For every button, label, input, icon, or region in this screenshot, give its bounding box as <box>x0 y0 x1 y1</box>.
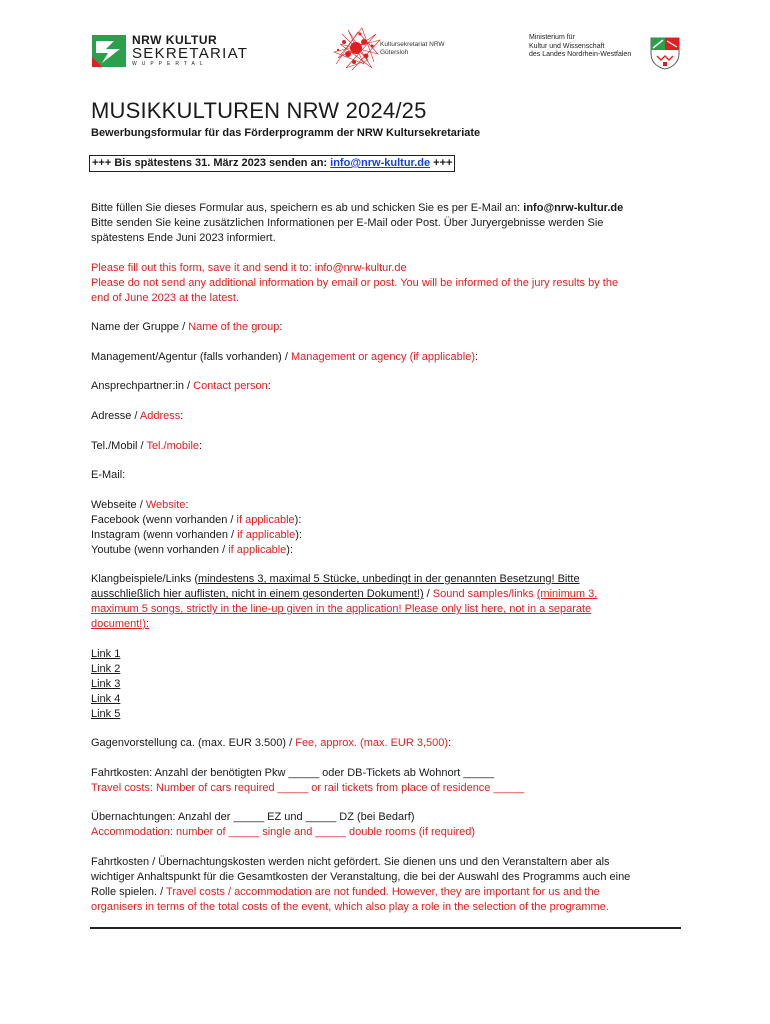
ministry-line-1: Ministerium für <box>529 34 575 41</box>
field-phone[interactable] <box>91 439 202 454</box>
field-label-en: Name of the group <box>188 321 280 333</box>
logo-line-2: SEKRETARIAT <box>132 45 249 62</box>
sound-label: Klangbeispiele/Links ( <box>91 573 199 585</box>
sound-requirement-en: (minimum 3, <box>536 588 598 600</box>
nrw-crest-icon <box>649 36 681 70</box>
red-splash-icon <box>328 24 386 74</box>
intro-de-email: info@nrw-kultur.de <box>523 202 624 214</box>
field-label-end: ): <box>295 529 302 541</box>
center-logo-text <box>380 41 445 57</box>
field-label-en: if applicable <box>228 544 287 556</box>
intro-en-line-3: end of June 2023 at the latest. <box>91 292 240 304</box>
field-label-end: : <box>180 410 184 422</box>
ministry-line-2: Kultur und Wissenschaft <box>529 42 605 50</box>
field-label-de: E-Mail: <box>91 469 126 481</box>
note-line-3-de: Rolle spielen. / <box>91 886 167 898</box>
travel-costs-de[interactable]: Fahrtkosten: Anzahl der benötigten Pkw _____ oder DB-Tickets ab Wohnort _____ <box>91 767 494 779</box>
field-facebook[interactable] <box>91 513 301 528</box>
travel-costs-en[interactable]: Travel costs: Number of cars required _____ or rail tickets from place of residence _____ <box>91 782 525 794</box>
note-line-4: organisers in terms of the total costs of the event, which also play a role in the selection of the programme. <box>91 901 609 913</box>
field-label-en: if applicable <box>237 529 296 541</box>
field-label-de: Management/Agentur (falls vorhanden) / <box>91 351 291 363</box>
sound-link-4[interactable]: Link 4 <box>91 693 121 705</box>
field-label-en: Fee, approx. (max. EUR 3,500) <box>295 737 449 749</box>
kultursekretariat-guetersloh-logo <box>328 24 453 74</box>
sound-link-3[interactable]: Link 3 <box>91 678 121 690</box>
deadline-suffix: +++ <box>430 157 453 169</box>
page-title <box>91 98 427 124</box>
field-label-end: : <box>448 737 452 749</box>
field-label-en: Contact person <box>193 380 268 392</box>
field-instagram[interactable] <box>91 528 302 543</box>
field-label-en: Tel./mobile <box>146 440 200 452</box>
field-management[interactable] <box>91 350 478 365</box>
note-line-3-en: Travel costs / accommodation are not funded. However, they are important for us and the <box>166 886 600 898</box>
field-label-de: Name der Gruppe / <box>91 321 189 333</box>
deadline-box <box>89 155 455 172</box>
center-logo-line-2: Gütersloh <box>380 49 409 56</box>
field-label-en: Address <box>139 410 181 422</box>
field-fee[interactable] <box>91 736 451 751</box>
deadline-prefix: +++ Bis spätestens 31. März 2023 senden an: <box>92 157 331 169</box>
field-label-de: Ansprechpartner:in / <box>91 380 194 392</box>
field-label-end: : <box>279 321 283 333</box>
title-text: MUSIKKULTUREN NRW 2024/25 <box>91 98 427 123</box>
intro-de-line-2: Bitte senden Sie keine zusätzlichen Informationen per E-Mail oder Post. Über Juryergebnisse werden Sie <box>91 217 604 229</box>
field-label-end: : <box>475 351 479 363</box>
intro-de-line-3: spätestens Ende Juni 2023 informiert. <box>91 232 276 244</box>
field-label-de: Gagenvorstellung ca. (max. EUR 3.500) / <box>91 737 296 749</box>
sound-link-1[interactable]: Link 1 <box>91 648 121 660</box>
intro-de-text: Bitte füllen Sie dieses Formular aus, speichern es ab und schicken Sie es per E-Mail an: <box>91 202 524 214</box>
sound-line-3: maximum 5 songs, strictly in the line-up given in the application! Please only list here, not in a separate <box>91 603 592 615</box>
field-label-de: Tel./Mobil / <box>91 440 147 452</box>
field-group-name[interactable] <box>91 320 282 335</box>
accommodation-de[interactable]: Übernachtungen: Anzahl der _____ EZ und _____ DZ (bei Bedarf) <box>91 811 415 823</box>
sound-line-2 <box>91 587 597 602</box>
field-label-en: Management or agency (if applicable) <box>290 351 475 363</box>
field-label-de: Instagram (wenn vorhanden / <box>91 529 238 541</box>
field-label-end: ): <box>286 544 294 556</box>
intro-en-line-1: Please fill out this form, save it and send it to: info@nrw-kultur.de <box>91 262 407 274</box>
field-label-en: if applicable <box>236 514 295 526</box>
sound-requirement: mindestens 3, maximal 5 Stücke, unbedingt in der genannten Besetzung! Bitte <box>198 573 580 585</box>
logo-line-3: WUPPERTAL <box>132 61 208 67</box>
field-youtube[interactable] <box>91 543 293 558</box>
field-label-de: Youtube (wenn vorhanden / <box>91 544 229 556</box>
ministry-text <box>529 34 631 60</box>
field-label-end: : <box>267 380 271 392</box>
bottom-divider <box>90 927 681 929</box>
logo-arrow-icon <box>92 35 126 67</box>
field-label-de: Webseite / <box>91 499 146 511</box>
field-label-end: ): <box>294 514 302 526</box>
field-website[interactable] <box>91 498 188 513</box>
sound-line-1 <box>91 572 580 587</box>
field-email[interactable] <box>91 468 125 483</box>
sound-line-4: document!): <box>91 618 150 630</box>
intro-en-line-2: Please do not send any additional information by email or post. You will be informed of the jury results by the <box>91 277 619 289</box>
sound-link-2[interactable]: Link 2 <box>91 663 121 675</box>
accommodation-en[interactable]: Accommodation: number of _____ single and _____ double rooms (if required) <box>91 826 476 838</box>
field-label-de: Adresse / <box>91 410 140 422</box>
note-line-1: Fahrtkosten / Übernachtungskosten werden nicht gefördert. Sie dienen uns und den Veranstaltern aber als <box>91 856 610 868</box>
sound-requirement-cont: ausschließlich hier auflisten, nicht in einem gesonderten Dokument!) <box>91 588 424 600</box>
ministry-line-3: des Landes Nordrhein-Westfalen <box>529 51 632 58</box>
ministry-logo <box>529 34 684 74</box>
note-line-2: wichtiger Anhaltspunkt für die Gesamtkosten der Veranstaltung, die bei der Auswahl des Programms auch eine <box>91 871 631 883</box>
sound-label-en: Sound samples/links <box>432 588 537 600</box>
field-label-end: : <box>185 499 189 511</box>
field-label-end: : <box>199 440 203 452</box>
note-line-3 <box>91 885 600 900</box>
subtitle: Bewerbungsformular für das Förderprogramm der NRW Kultursekretariate <box>91 127 481 139</box>
nrw-kultursekretariat-logo <box>92 33 249 67</box>
field-label-en: Website <box>145 499 186 511</box>
deadline-email-link[interactable]: info@nrw-kultur.de <box>330 157 431 169</box>
field-contact-person[interactable] <box>91 379 271 394</box>
field-address[interactable] <box>91 409 183 424</box>
intro-de-line-1 <box>91 201 623 216</box>
center-logo-line-1: Kultursekretariat NRW <box>380 41 445 48</box>
field-label-de: Facebook (wenn vorhanden / <box>91 514 237 526</box>
logo-line-1: NRW KULTUR <box>132 33 218 47</box>
sound-link-5[interactable]: Link 5 <box>91 708 121 720</box>
sound-separator: / <box>423 588 433 600</box>
